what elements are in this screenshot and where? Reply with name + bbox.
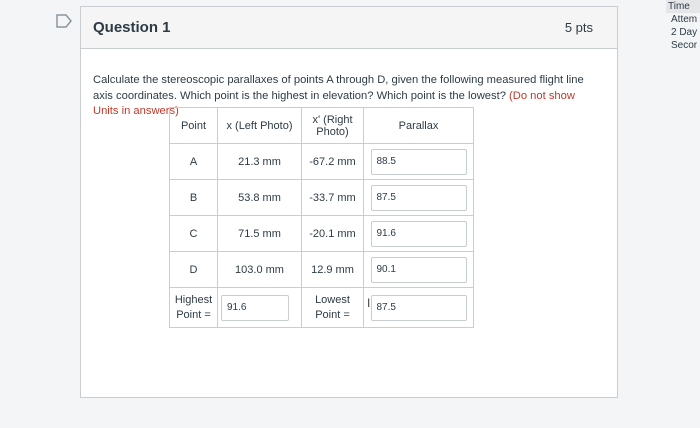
parallax-input-c[interactable]: 91.6 [371, 221, 467, 247]
question-card [80, 6, 618, 398]
row-x-left: 53.8 mm [218, 180, 302, 216]
timer-label: Time [666, 0, 700, 13]
text-cursor-icon: I [367, 296, 371, 310]
header-parallax: Parallax [364, 108, 474, 144]
lowest-label: Lowest Point = [302, 288, 364, 328]
highest-cell [218, 288, 302, 328]
row-x-right: 12.9 mm [302, 252, 364, 288]
flag-question-icon[interactable] [55, 14, 73, 28]
parallax-cell [364, 180, 474, 216]
parallax-input-a[interactable]: 88.5 [371, 149, 467, 175]
header-x-left: x (Left Photo) [218, 108, 302, 144]
parallax-table [169, 107, 474, 328]
table-row [170, 252, 474, 288]
header-point: Point [170, 108, 218, 144]
row-x-right: -33.7 mm [302, 180, 364, 216]
highest-point-input[interactable]: 91.6 [221, 295, 289, 321]
highest-label: Highest Point = [170, 288, 218, 328]
row-x-left: 103.0 mm [218, 252, 302, 288]
row-x-left: 71.5 mm [218, 216, 302, 252]
quiz-side-panel [666, 0, 700, 52]
row-point: D [170, 252, 218, 288]
row-point: A [170, 144, 218, 180]
answer-row [170, 288, 474, 328]
row-x-right: -20.1 mm [302, 216, 364, 252]
question-title: Question 1 [93, 19, 171, 36]
question-points: 5 pts [564, 20, 593, 35]
parallax-input-b[interactable]: 87.5 [371, 185, 467, 211]
parallax-cell [364, 216, 474, 252]
question-header [81, 7, 617, 49]
header-x-right: x' (Right Photo) [302, 108, 364, 144]
parallax-input-d[interactable]: 90.1 [371, 257, 467, 283]
question-note: (Do not show Units in answers) [93, 89, 575, 117]
row-x-left: 21.3 mm [218, 144, 302, 180]
table-row [170, 216, 474, 252]
seconds-label: Secor [671, 40, 698, 51]
table-header-row [170, 108, 474, 144]
lowest-cell [364, 288, 474, 328]
days-label: 2 Day [671, 27, 698, 38]
table-row [170, 144, 474, 180]
question-body: Calculate the stereoscopic parallaxes of points A through D, given the following measured flight line axis coordinates. Which point is the highest in elevation? Which point is the lowest? [93, 74, 584, 102]
row-point: C [170, 216, 218, 252]
parallax-cell [364, 144, 474, 180]
row-x-right: -67.2 mm [302, 144, 364, 180]
lowest-point-input[interactable]: 87.5 [371, 295, 467, 321]
parallax-cell [364, 252, 474, 288]
table-row [170, 180, 474, 216]
attempt-label: Attem [671, 14, 698, 25]
row-point: B [170, 180, 218, 216]
